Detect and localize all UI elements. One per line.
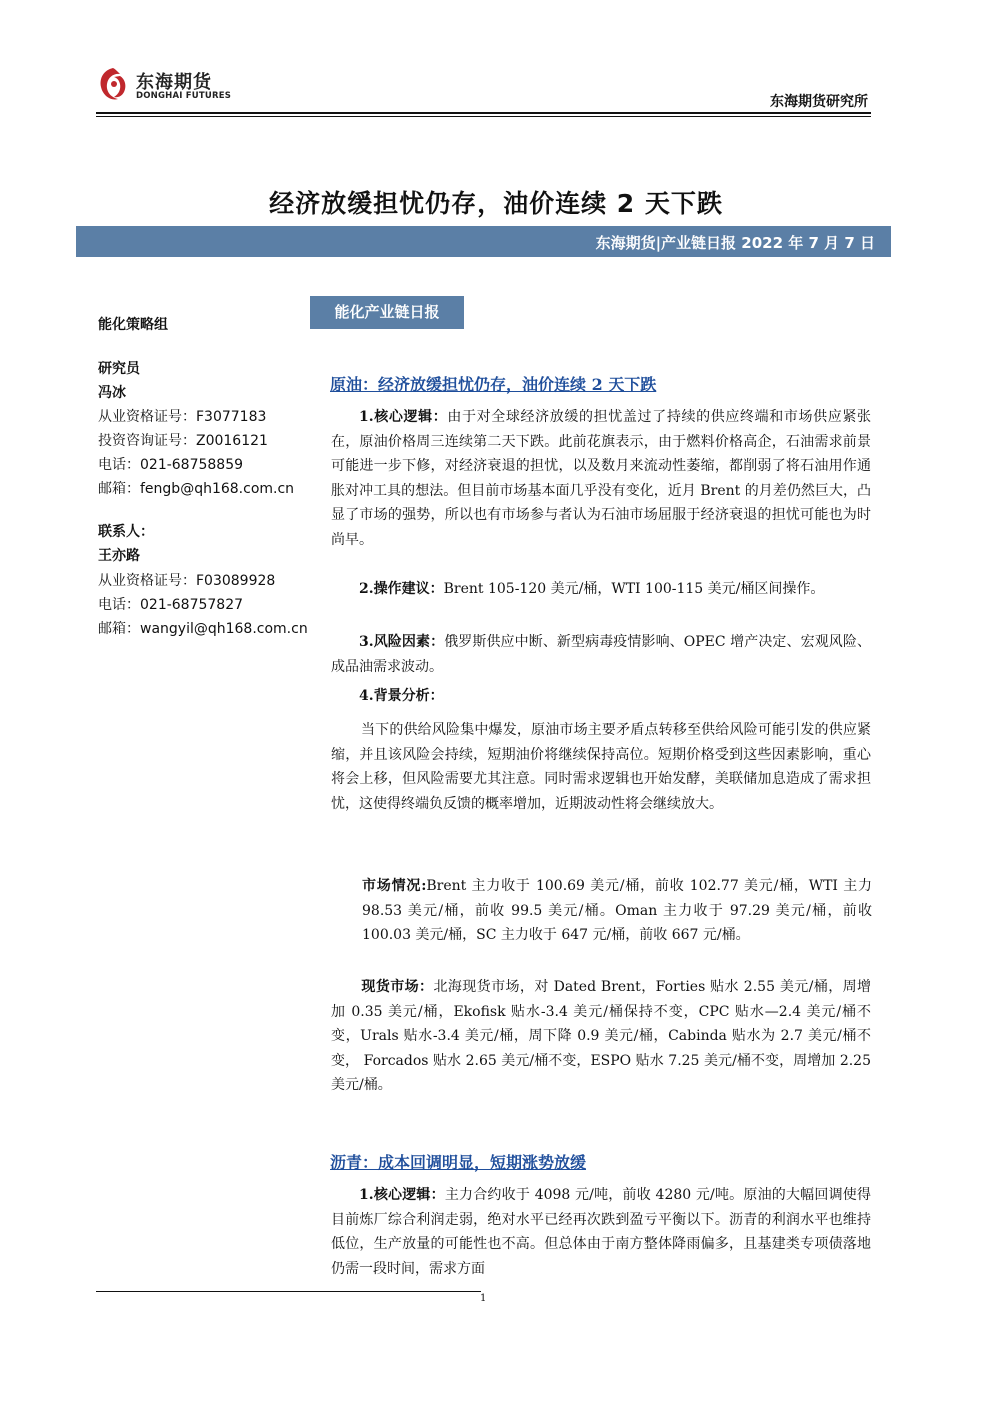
- researcher-cert: 从业资格证号：F3077183: [98, 409, 267, 425]
- strategy-group: 能化策略组: [98, 317, 168, 333]
- page-number: 1: [480, 1293, 487, 1304]
- crude-risk-label: 3.风险因素：: [359, 634, 445, 650]
- asphalt-logic-text: 主力合约收于 4098 元/吨，前收 4280 元/吨。原油的大幅回调使得目前炼厂综合利润走弱，绝对水平已经再次跌到盈亏平衡以下。沥青的利润水平也维持低位，生产放量的可能性也不高。但总体由于南方整体降雨偏多，且基建类专项债落地仍需一段时间，需求方面: [331, 1187, 871, 1277]
- researcher-name: 冯冰: [98, 385, 126, 401]
- crude-background-text: 当下的供给风险集中爆发，原油市场主要矛盾点转移至供给风险可能引发的供应紧缩，并且该风险会持续，短期油价将继续保持高位。短期价格受到这些因素影响，重心将会上移，但风险需要尤其注意。同时需求逻辑也开始发酵，美联储加息造成了需求担忧，这使得终端负反馈的概率增加，近期波动性将会继续放大。: [331, 722, 871, 812]
- crude-advice: [331, 577, 871, 602]
- crude-market-label: 市场情况:: [362, 878, 427, 894]
- footer-divider: [96, 1291, 481, 1292]
- section-tag: 能化产业链日报: [310, 296, 464, 329]
- contact-email[interactable]: 邮箱：wangyil@qh168.com.cn: [98, 621, 308, 637]
- contact-name: 王亦路: [98, 548, 140, 564]
- banner-text: 东海期货|产业链日报 2022 年 7 月 7 日: [595, 234, 875, 252]
- asphalt-logic-label: 1.核心逻辑：: [359, 1187, 445, 1203]
- crude-logic-label: 1.核心逻辑：: [359, 409, 448, 425]
- crude-logic-text: 由于对全球经济放缓的担忧盖过了持续的供应终端和市场供应紧张在，原油价格周三连续第二天下跌。此前花旗表示，由于燃料价格高企，石油需求前景可能进一步下修，对经济衰退的担忧，以及数月来流动性萎缩，都削弱了将石油用作通胀对冲工具的想法。但目前市场基本面几乎没有变化，近月 Brent 的月差仍然巨大，凸显了市场的强势，所以也有市场参与者认为石油市场屈服于经济衰退的担忧可能也为时尚早。: [331, 409, 871, 548]
- researcher-email[interactable]: 邮箱：fengb@qh168.com.cn: [98, 481, 295, 497]
- contact-cert: 从业资格证号：F03089928: [98, 573, 276, 589]
- crude-background-heading: [331, 684, 871, 709]
- researcher-label: 研究员: [98, 361, 140, 377]
- crude-advice-text: Brent 105-120 美元/桶，WTI 100-115 美元/桶区间操作。: [443, 581, 825, 597]
- crude-spot-text: 北海现货市场，对 Dated Brent，Forties 贴水 2.55 美元/桶，周增加 0.35 美元/桶，Ekofisk 贴水-3.4 美元/桶保持不变，CPC 贴水—2.4 美元/桶不变，Urals 贴水-3.4 美元/桶，周下降 0.9 美元/桶，Cabinda 贴水为 2.7 美元/桶不变， Forcados 贴水 2.65 美元/桶不变，ESPO 贴水 7.25 美元/桶不变，周增加 2.25 美元/桶。: [331, 979, 872, 1094]
- contact-label: 联系人：: [98, 524, 154, 540]
- crude-bg-label: 4.背景分析：: [359, 688, 444, 704]
- crude-risk: [331, 630, 871, 679]
- author-sidebar: [96, 0, 309, 1403]
- logo-chinese-text: 东海期货: [136, 72, 212, 93]
- institute-name: 东海期货研究所: [770, 94, 868, 110]
- report-title: 经济放缓担忧仍存，油价连续 2 天下跌: [269, 189, 723, 218]
- crude-core-logic: [331, 405, 871, 553]
- contact-phone: 电话：021-68757827: [98, 597, 244, 613]
- crude-market-status: [362, 874, 872, 948]
- crude-advice-label: 2.操作建议：: [359, 581, 444, 597]
- crude-risk-text: 俄罗斯供应中断、新型病毒疫情影响、OPEC 增产决定、宏观风险、成品油需求波动。: [331, 634, 871, 675]
- asphalt-section-heading[interactable]: 沥青：成本回调明显，短期涨势放缓: [330, 1153, 587, 1172]
- logo-english-text: DONGHAI FUTURES: [136, 91, 232, 101]
- crude-section-heading[interactable]: 原油：经济放缓担忧仍存，油价连续 2 天下跌: [330, 375, 657, 394]
- crude-spot-label: 现货市场：: [361, 979, 434, 995]
- asphalt-core-logic: [331, 1183, 871, 1281]
- crude-spot-market: [331, 975, 871, 1098]
- researcher-advisory: 投资咨询证号：Z0016121: [98, 433, 268, 449]
- researcher-phone: 电话：021-68758859: [98, 457, 244, 473]
- crude-market-text: Brent 主力收于 100.69 美元/桶，前收 102.77 美元/桶，WTI 主力 98.53 美元/桶，前收 99.5 美元/桶。Oman 主力收于 97.29 美元/桶，前收 100.03 美元/桶，SC 主力收于 647 元/桶，前收 667 元/桶。: [362, 878, 873, 944]
